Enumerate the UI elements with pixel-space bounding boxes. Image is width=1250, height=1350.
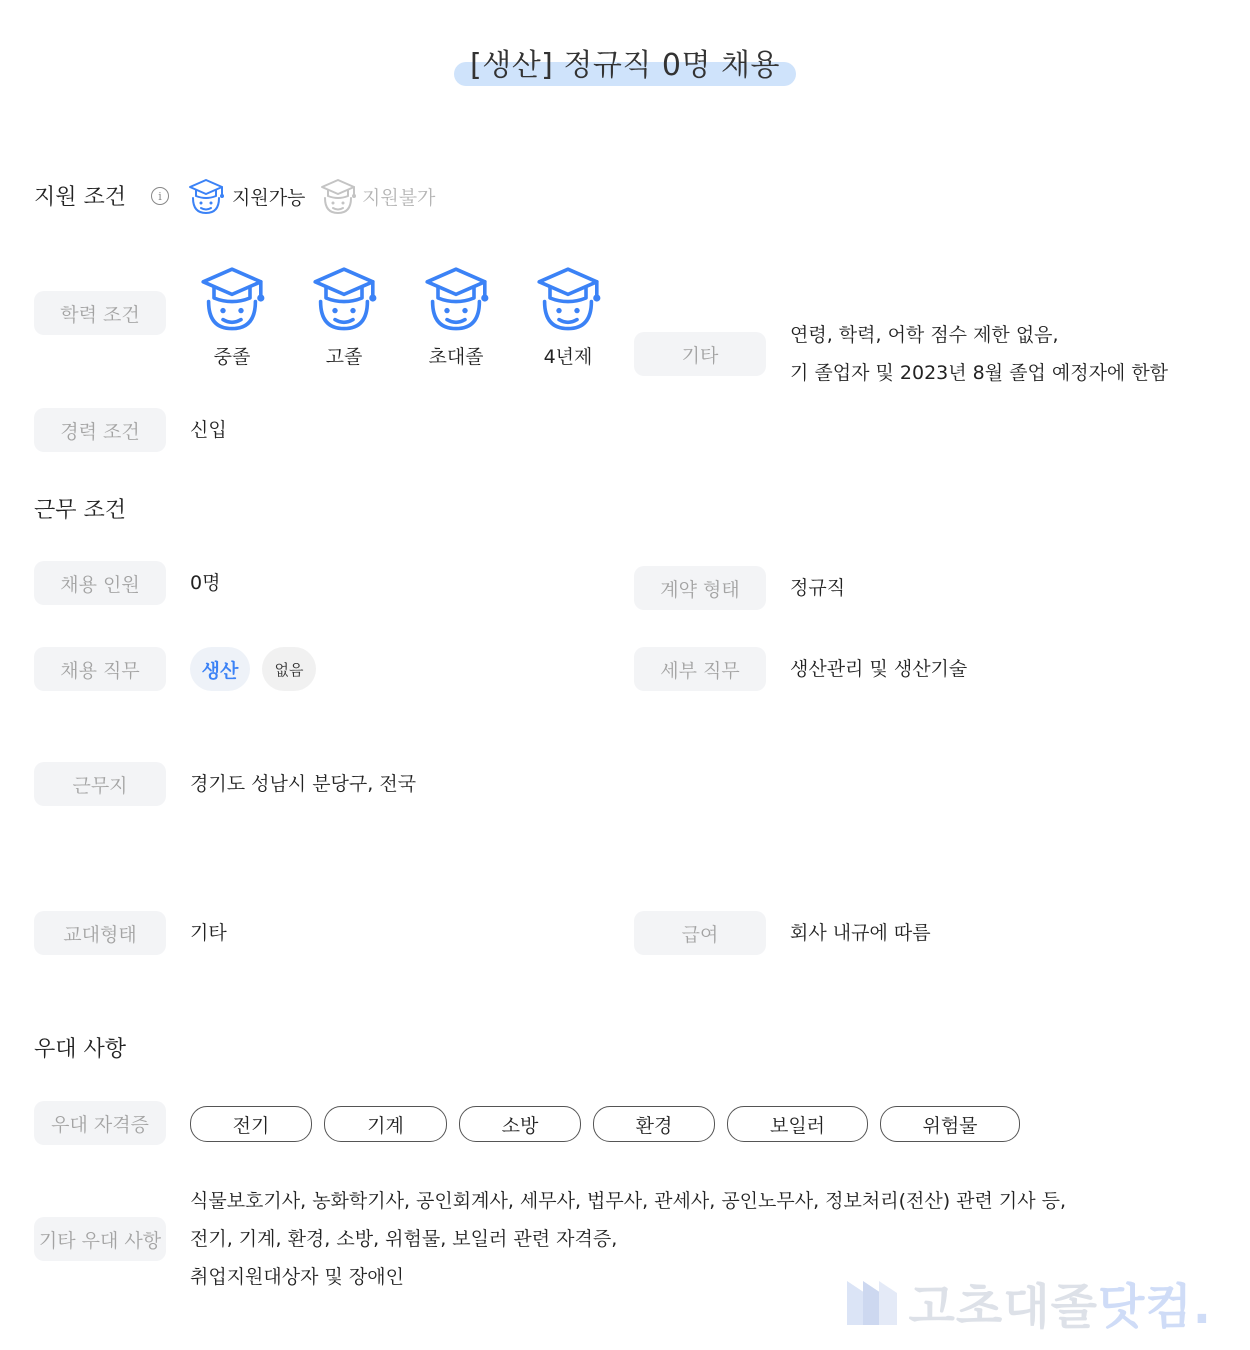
legend-unavailable-label: 지원불가 — [362, 186, 436, 209]
job-detail-value: 생산관리 및 생산기술 — [790, 658, 968, 680]
graduate-icon — [196, 262, 268, 334]
education-item-college — [416, 262, 496, 369]
job-tag-secondary: 없음 — [262, 647, 316, 691]
other-conditions-line: 연령, 학력, 어학 점수 제한 없음, — [790, 324, 1059, 346]
label-other-preference: 기타 우대 사항 — [34, 1217, 166, 1261]
legend-available — [186, 176, 305, 216]
watermark-logo — [847, 1268, 1212, 1337]
graduate-icon — [532, 262, 604, 334]
graduate-available-icon — [186, 176, 226, 216]
legend-available-label: 지원가능 — [232, 186, 306, 209]
label-contract: 계약 형태 — [634, 566, 766, 610]
education-item-university — [528, 262, 608, 369]
education-item-label: 고졸 — [325, 346, 363, 368]
graduate-icon — [420, 262, 492, 334]
logo-mark-icon — [847, 1279, 905, 1327]
legend-unavailable — [318, 176, 435, 216]
graduate-icon — [308, 262, 380, 334]
education-item-label: 중졸 — [213, 346, 251, 368]
label-education: 학력 조건 — [34, 291, 166, 335]
shift-value: 기타 — [190, 922, 227, 944]
contract-value: 정규직 — [790, 577, 846, 599]
job-tag-primary: 생산 — [190, 647, 250, 691]
label-headcount: 채용 인원 — [34, 561, 166, 605]
label-location: 근무지 — [34, 762, 166, 806]
other-conditions-line: 기 졸업자 및 2023년 8월 졸업 예정자에 한함 — [790, 362, 1169, 384]
education-item-middle-school — [192, 262, 272, 369]
salary-value: 회사 내규에 따름 — [790, 922, 931, 944]
watermark-text-accent: 닷컴. — [1098, 1279, 1212, 1335]
page-title-text: [생산] 정규직 0명 채용 — [470, 48, 780, 83]
section-title-eligibility: 지원 조건 — [34, 185, 127, 210]
location-value: 경기도 성남시 분당구, 전국 — [190, 773, 417, 795]
cert-chip: 기계 — [324, 1106, 447, 1142]
headcount-value: 0명 — [190, 572, 221, 594]
graduate-unavailable-icon — [318, 176, 358, 216]
education-item-high-school — [304, 262, 384, 369]
watermark-text: 고초대졸 — [908, 1279, 1099, 1335]
label-salary: 급여 — [634, 911, 766, 955]
label-shift: 교대형태 — [34, 911, 166, 955]
cert-chip: 보일러 — [727, 1106, 868, 1142]
section-title-work: 근무 조건 — [34, 498, 127, 523]
label-career: 경력 조건 — [34, 408, 166, 452]
cert-chip: 위험물 — [880, 1106, 1020, 1142]
section-title-preference: 우대 사항 — [34, 1037, 127, 1062]
education-item-label: 초대졸 — [428, 346, 484, 368]
cert-chip: 소방 — [459, 1106, 581, 1142]
page-title — [454, 40, 796, 84]
career-value: 신입 — [190, 419, 227, 441]
label-other: 기타 — [634, 332, 766, 376]
other-preference-line: 식물보호기사, 농화학기사, 공인회계사, 세무사, 법무사, 관세사, 공인노무사, 정보처리(전산) 관련 기사 등, — [190, 1190, 1067, 1212]
other-preference-line: 전기, 기계, 환경, 소방, 위험물, 보일러 관련 자격증, — [190, 1228, 618, 1250]
label-job: 채용 직무 — [34, 647, 166, 691]
other-preference-line: 취업지원대상자 및 장애인 — [190, 1266, 404, 1288]
label-job-detail: 세부 직무 — [634, 647, 766, 691]
education-item-label: 4년제 — [543, 346, 593, 368]
cert-chip: 전기 — [190, 1106, 312, 1142]
info-icon[interactable]: i — [151, 187, 169, 205]
cert-chip: 환경 — [593, 1106, 715, 1142]
label-preferred-certs: 우대 자격증 — [34, 1101, 166, 1145]
